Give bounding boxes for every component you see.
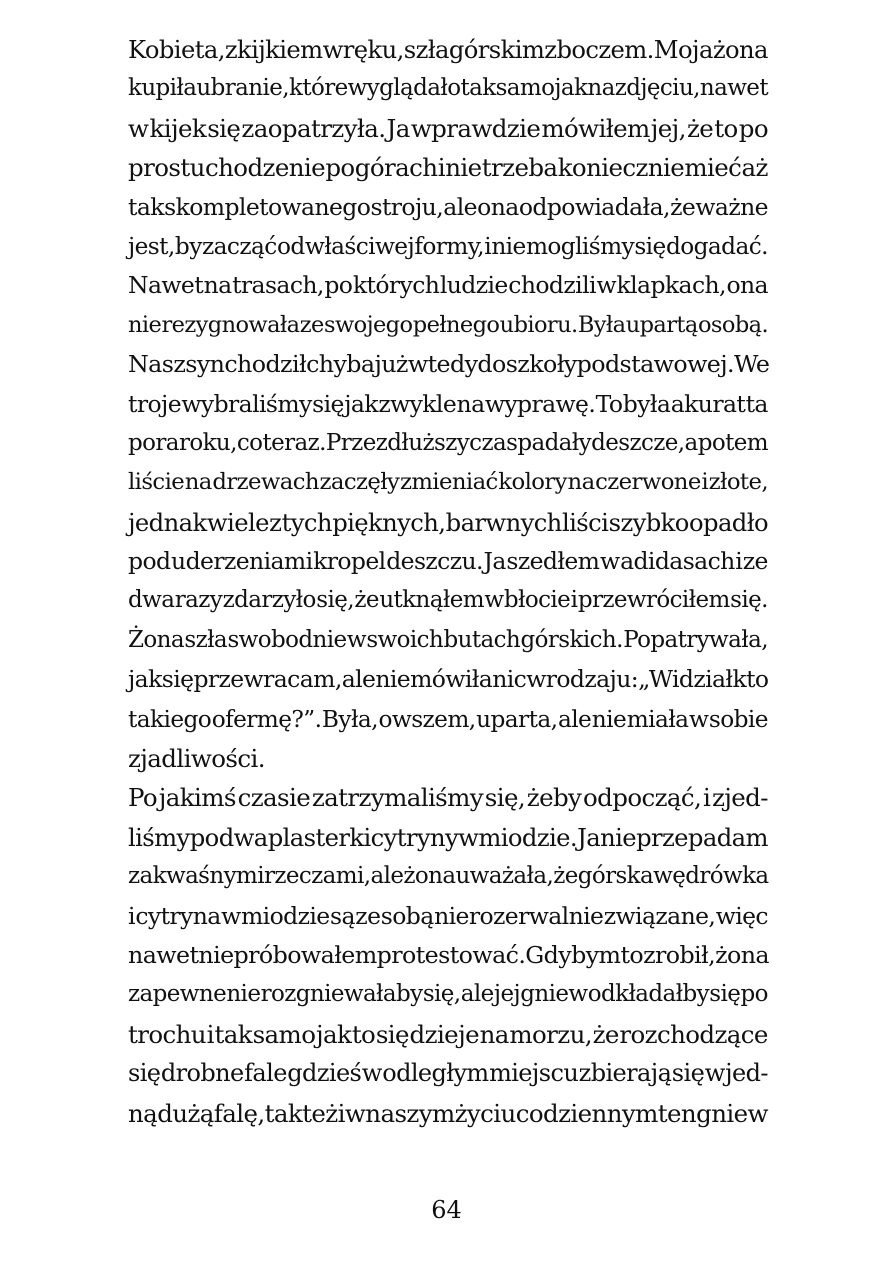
text-line: prostu chodzenie po górach i nie trzeba koniecznie mieć aż [128,153,768,183]
text-line: Nasz syn chodził chyba już wtedy do szkoły podstawowej. We [128,350,770,379]
text-line: nawet nie próbowałem protestować. Gdybym to zrobił, żona [128,940,769,969]
text-line: Żona szła swobodnie w swoich butach górskich. Popatrywała, [128,626,768,653]
text-line: kupiła ubranie, które wyglądało tak samo jak na zdjęciu, nawet [128,75,768,102]
paragraph [128,778,768,1133]
text-line: pora roku, co teraz. Przez dłuższy czas padały deszcze, a potem [128,429,768,456]
text-line: Kobieta, z kijkiem w ręku, szła górskim zboczem. Moja żona [128,35,768,64]
text-line: jest, by zacząć od właściwej formy, i nie mogliśmy się dogadać. [128,232,768,260]
text-line: dwa razy zdarzyło się, że utknąłem w błocie i przewróciłem się. [128,587,768,614]
text-line: się drobne fale gdzieś w odległym miejscu zbierają się w jed- [128,1059,768,1088]
text-line: liśmy po dwa plasterki cytryny w miodzie. Ja nie przepadam [128,822,768,852]
text-line: jednak wiele z tych pięknych, barwnych liści szybko opadło [128,507,768,537]
text-line: tak skompletowanego stroju, ale ona odpowiadała, że ważne [128,192,768,221]
text-line: jak się przewracam, ale nie mówiła nic w rodzaju: „Widział kto [128,665,769,694]
text-line: nie rezygnowała ze swojego pełnego ubioru. Była upartą osobą. [128,311,768,338]
text-line: w kijek się zaopatrzyła. Ja wprawdzie mówiłem jej, że to po [128,113,768,143]
text-line: troje wybraliśmy się jak zwykle na wyprawę. To była akurat ta [128,389,768,418]
text-line: liście na drzewach zaczęły zmieniać kolory na czerwone i złote, [128,469,768,496]
text-line: takiego ofermę?”. Była, owszem, uparta, ale nie miała w sobie [128,705,768,733]
page-number: 64 [431,1196,462,1224]
text-line: pod uderzeniami kropel deszczu. Ja szedłem w adidasach i ze [128,547,768,576]
paragraph [128,30,768,778]
text-line: ną dużą falę, tak też i w naszym życiu codziennym ten gniew [128,1098,768,1128]
body-text [128,30,768,1133]
text-line: zapewne nie rozgniewałaby się, ale jej gniew odkładałby się po [128,981,768,1008]
text-line: i cytryna w miodzie są ze sobą nierozerwalnie związane, więc [128,901,768,930]
text-line: Po jakimś czasie zatrzymaliśmy się, żeby odpocząć, i zjed- [128,783,768,813]
text-line: trochu i tak samo jak to się dzieje na morzu, że rozchodzące [128,1019,768,1049]
text-line: za kwaśnymi rzeczami, ale żona uważała, że górska wędrówka [128,863,769,890]
text-line: zjadliwości. [128,744,265,774]
text-line: Nawet na trasach, po których ludzie chodzili w klapkach, ona [128,271,768,300]
